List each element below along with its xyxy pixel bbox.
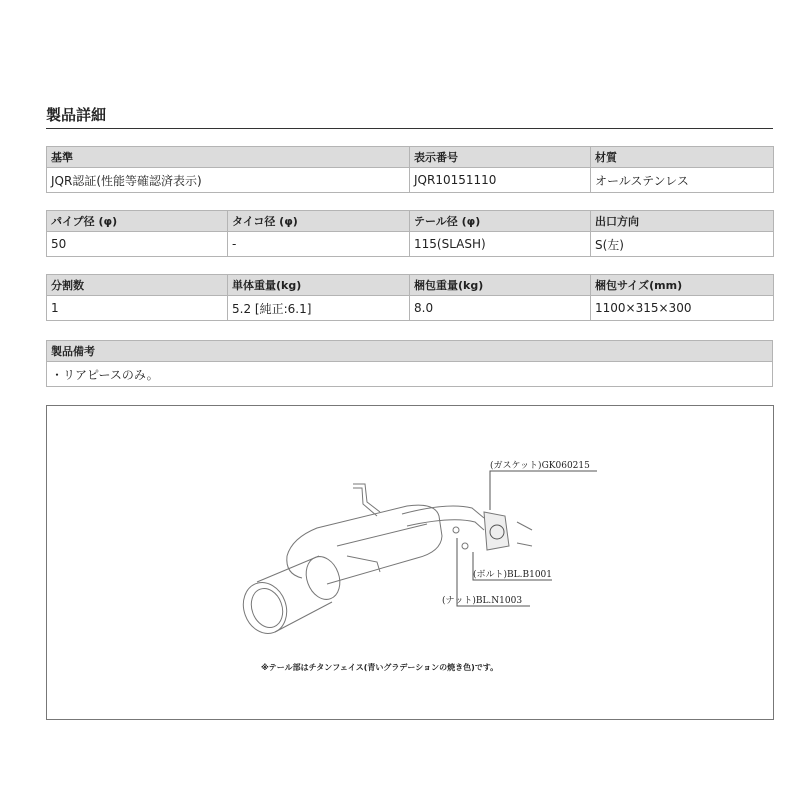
spec-table-dimensions <box>46 210 774 257</box>
table-row <box>47 168 774 193</box>
value-standard: JQR認証(性能等確認済表示) <box>47 168 410 193</box>
bolt-lower <box>517 543 532 546</box>
title-divider <box>46 128 773 129</box>
gasket-flange <box>484 512 509 550</box>
parts-diagram <box>46 405 774 720</box>
table-row <box>47 362 773 387</box>
gasket-leader <box>490 471 597 510</box>
spec-table-notes <box>46 340 773 387</box>
tail-note: ※テール部はチタンフェイス(青いグラデーションの焼き色)です。 <box>261 663 499 672</box>
header-material: 材質 <box>591 147 774 168</box>
bolt-upper <box>517 522 532 530</box>
header-unit-weight: 単体重量(kg) <box>228 275 410 296</box>
header-package-weight: 梱包重量(kg) <box>410 275 591 296</box>
header-pipe-diameter: パイプ径 (φ) <box>47 211 228 232</box>
section-title: 製品詳細 <box>46 106 107 124</box>
value-package-weight: 8.0 <box>410 296 591 321</box>
inlet-pipe <box>402 506 484 518</box>
gasket-label: (ガスケット)GK060215 <box>490 461 590 471</box>
nut-lower <box>462 543 468 549</box>
value-muffler-diameter: - <box>228 232 410 257</box>
table-row <box>47 232 774 257</box>
value-package-size: 1100×315×300 <box>591 296 774 321</box>
value-pipe-diameter: 50 <box>47 232 228 257</box>
value-product-notes: ・リアピースのみ。 <box>47 362 773 387</box>
value-exit-direction: S(左) <box>591 232 774 257</box>
header-exit-direction: 出口方向 <box>591 211 774 232</box>
value-material: オールステンレス <box>591 168 774 193</box>
header-package-size: 梱包サイズ(mm) <box>591 275 774 296</box>
muffler-body <box>287 505 442 584</box>
table-header-row <box>47 147 774 168</box>
nut-upper <box>453 527 459 533</box>
header-pieces: 分割数 <box>47 275 228 296</box>
value-pieces: 1 <box>47 296 228 321</box>
table-header-row <box>47 275 774 296</box>
value-display-number: JQR10151110 <box>410 168 591 193</box>
header-tail-diameter: テール径 (φ) <box>410 211 591 232</box>
header-display-number: 表示番号 <box>410 147 591 168</box>
tail-pipe-outlet <box>236 576 293 639</box>
header-muffler-diameter: タイコ径 (φ) <box>228 211 410 232</box>
value-tail-diameter: 115(SLASH) <box>410 232 591 257</box>
muffler-illustration <box>47 406 773 719</box>
spec-table-weights <box>46 274 774 321</box>
header-product-notes: 製品備考 <box>47 341 773 362</box>
table-header-row <box>47 341 773 362</box>
bolt-label: (ボルト)BL.B1001 <box>473 570 552 580</box>
value-unit-weight: 5.2 [純正:6.1] <box>228 296 410 321</box>
nut-label: (ナット)BL.N1003 <box>442 596 523 606</box>
table-header-row <box>47 211 774 232</box>
spec-table-standard <box>46 146 774 193</box>
header-standard: 基準 <box>47 147 410 168</box>
table-row <box>47 296 774 321</box>
